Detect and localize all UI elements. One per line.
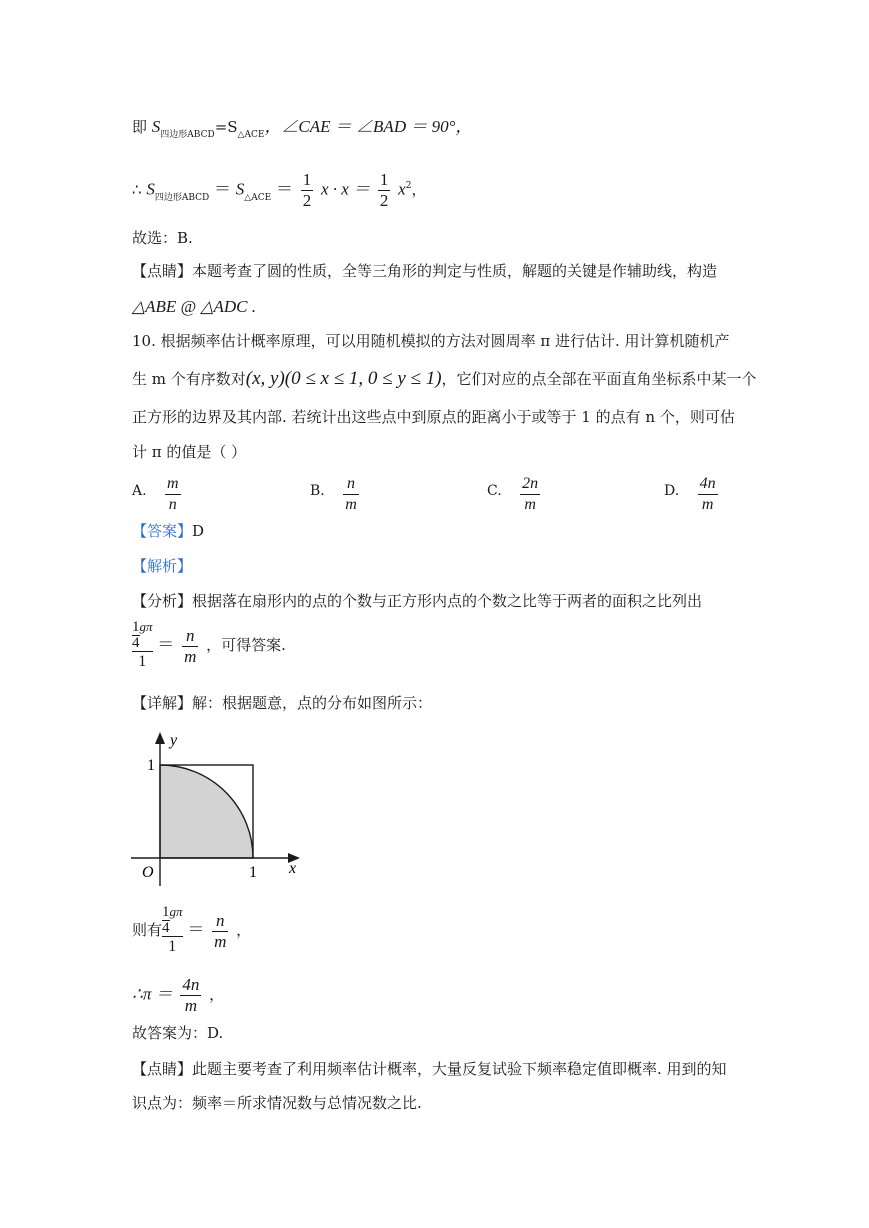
answer-tag: 【答案】 bbox=[132, 522, 193, 540]
angle-equation: ，∠CAE ＝ ∠BAD ＝ 90°， bbox=[264, 117, 473, 136]
final-answer: 故答案为：D. bbox=[132, 1024, 224, 1042]
option-d[interactable] bbox=[664, 474, 721, 515]
nested-top bbox=[132, 620, 153, 651]
xiangjie-line bbox=[132, 692, 432, 714]
fraction-numerator: 4n bbox=[182, 975, 200, 994]
equation-line-1 bbox=[132, 116, 472, 141]
fraction-numerator: 1 bbox=[302, 170, 312, 189]
pi-tail: ， bbox=[209, 985, 225, 1004]
fraction-numerator: n bbox=[215, 910, 225, 930]
x-axis-label: x bbox=[289, 860, 297, 877]
option-label: D. bbox=[664, 482, 680, 499]
math-x: x bbox=[398, 179, 406, 199]
y-axis-arrow-icon bbox=[155, 732, 165, 744]
subscript-triangle: △ACE bbox=[237, 130, 265, 140]
g-pi: gπ bbox=[139, 618, 153, 634]
y-tick-label: 1 bbox=[147, 757, 155, 774]
question-10-line-4: 计 π 的值是（ ） bbox=[132, 443, 247, 461]
four-n-over-m bbox=[180, 975, 201, 1016]
pi-prefix: ∴π ＝ bbox=[132, 984, 173, 1004]
fenxi-line bbox=[132, 590, 702, 612]
math-eq: ＝ bbox=[214, 179, 231, 199]
fraction-denominator: m bbox=[184, 646, 197, 666]
fraction-numerator: 1 bbox=[132, 619, 140, 635]
fraction-half-2 bbox=[378, 170, 391, 211]
fraction-numerator: 1 bbox=[162, 904, 170, 920]
comment-2-line-1 bbox=[132, 1058, 727, 1080]
analysis-tag: 【解析】 bbox=[132, 557, 193, 575]
option-fraction bbox=[698, 474, 718, 515]
math-eq: ＝ bbox=[187, 920, 205, 939]
fraction-numerator: m bbox=[167, 475, 179, 492]
fraction-denominator: m bbox=[698, 494, 718, 515]
fraction-denominator: m bbox=[520, 494, 540, 515]
g-pi: gπ bbox=[169, 903, 183, 919]
nested-top bbox=[162, 905, 183, 936]
fenxi-tag: 【分析】 bbox=[132, 592, 193, 610]
n-over-m bbox=[212, 911, 228, 952]
fraction-denominator: 2 bbox=[302, 191, 312, 210]
question-10-line-3: 正方形的边界及其内部. 若统计出这些点中到原点的距离小于或等于 1 的点有 n 个，则可估 bbox=[132, 408, 735, 426]
comment-text: 本题考查了圆的性质，全等三角形的判定与性质，解题的关键是作辅助线，构造 bbox=[192, 262, 718, 280]
quarter-circle-sector bbox=[160, 765, 253, 858]
punctuation: ， bbox=[411, 180, 427, 199]
text-prefix: 即 bbox=[132, 118, 148, 136]
math-eq: ＝ bbox=[275, 179, 293, 199]
question-text: 生 m 个有序数对 bbox=[132, 370, 246, 388]
comment-text: 此题主要考查了利用频率估计概率，大量反复试验下频率稳定值即概率. 用到的知 bbox=[192, 1060, 727, 1078]
math-s: S bbox=[151, 117, 161, 136]
origin-label: O bbox=[142, 864, 154, 881]
fenxi-text: 根据落在扇形内的点的个数与正方形内点的个数之比等于两者的面积之比列出 bbox=[192, 592, 703, 610]
select-answer: 故选：B. bbox=[132, 229, 193, 247]
fraction-denominator: 2 bbox=[379, 191, 389, 210]
equation-line-2 bbox=[132, 170, 426, 211]
fraction-denominator: 1 bbox=[162, 936, 183, 957]
then-tail: ， bbox=[236, 921, 252, 939]
question-10-line-1: 10. 根据频率估计概率原理，可以用随机模拟的方法对圆周率 π 进行估计. 用计算机随机产 bbox=[132, 332, 730, 350]
subscript-quadrilateral: 四边形ABCD bbox=[154, 192, 210, 203]
option-c[interactable] bbox=[487, 474, 543, 515]
nested-fraction bbox=[162, 905, 183, 957]
fraction-denominator: 4 bbox=[162, 920, 170, 936]
option-b[interactable] bbox=[310, 474, 362, 515]
option-label: C. bbox=[487, 482, 502, 499]
comment-1-line-2: △ABE @ △ADC . bbox=[132, 297, 256, 316]
option-label: B. bbox=[310, 482, 325, 499]
fraction-denominator: n bbox=[165, 494, 181, 515]
fraction-numerator: n bbox=[185, 625, 195, 645]
x-tick-label: 1 bbox=[249, 864, 257, 881]
comment-tag: 【点睛】 bbox=[132, 262, 193, 280]
y-axis-label: y bbox=[170, 732, 178, 749]
fenxi-tail: ，可得答案. bbox=[206, 636, 286, 654]
subscript-quadrilateral: 四边形ABCD bbox=[160, 130, 215, 140]
fraction-numerator: 4n bbox=[699, 475, 716, 492]
option-fraction bbox=[520, 474, 540, 515]
math-s: S bbox=[146, 179, 155, 199]
fraction-numerator: n bbox=[346, 475, 355, 492]
answer-line bbox=[132, 520, 204, 542]
option-a[interactable] bbox=[132, 474, 184, 515]
math-product: x · x ＝ bbox=[321, 179, 371, 199]
therefore-symbol: ∴ bbox=[132, 180, 142, 199]
math-eq: =S bbox=[214, 118, 238, 136]
fraction-half-1 bbox=[301, 170, 314, 211]
comment-2-line-2: 识点为：频率＝所求情况数与总情况数之比. bbox=[132, 1094, 422, 1112]
pi-formula bbox=[132, 975, 224, 1016]
math-eq: ＝ bbox=[157, 635, 175, 654]
xiangjie-tag: 【详解】 bbox=[132, 694, 193, 712]
fraction-numerator: 2n bbox=[522, 475, 539, 492]
n-over-m bbox=[182, 626, 198, 667]
math-s: S bbox=[235, 179, 245, 199]
fraction-denominator: m bbox=[214, 931, 227, 951]
comment-tag: 【点睛】 bbox=[132, 1060, 193, 1078]
quarter-circle-figure bbox=[126, 728, 311, 888]
question-text: ，它们对应的点全部在平面直角坐标系中某一个 bbox=[441, 370, 757, 388]
option-fraction bbox=[343, 474, 359, 515]
fraction-denominator: 1 bbox=[132, 651, 153, 672]
fraction-denominator: m bbox=[180, 995, 201, 1016]
option-label: A. bbox=[132, 482, 147, 499]
nested-fraction bbox=[132, 620, 153, 672]
quarter-fraction bbox=[162, 905, 170, 936]
fraction-denominator: m bbox=[345, 496, 357, 513]
fraction-denominator: 4 bbox=[132, 635, 140, 651]
exponent: 2 bbox=[405, 180, 412, 191]
fenxi-formula bbox=[132, 620, 286, 672]
quarter-fraction bbox=[132, 620, 140, 651]
subscript-triangle: △ACE bbox=[244, 192, 272, 203]
comment-1-line-1 bbox=[132, 260, 717, 282]
ordered-pair-condition: (x, y)(0 ≤ x ≤ 1, 0 ≤ y ≤ 1) bbox=[245, 368, 442, 389]
question-10-line-2 bbox=[132, 368, 757, 390]
fraction-numerator: 1 bbox=[379, 170, 389, 189]
then-formula bbox=[132, 905, 251, 957]
then-prefix: 则有 bbox=[132, 921, 163, 939]
xiangjie-text: 解：根据题意，点的分布如图所示： bbox=[192, 694, 433, 712]
answer-value: D bbox=[192, 522, 205, 540]
option-fraction bbox=[165, 474, 181, 515]
